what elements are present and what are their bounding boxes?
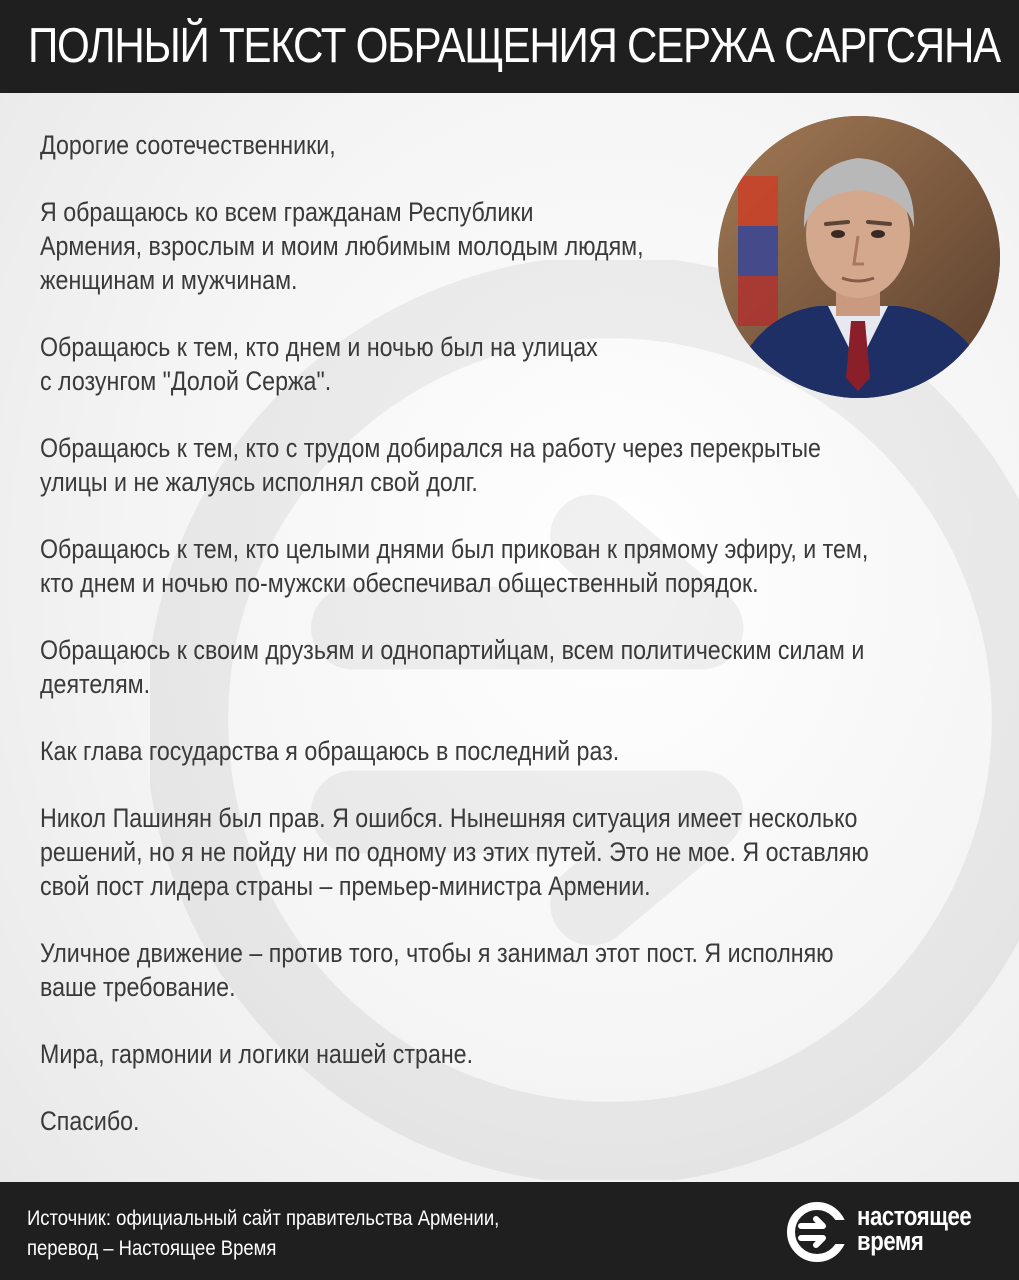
- text-line: Уличное движение – против того, чтобы я занимал этот пост. Я исполняю: [40, 938, 834, 968]
- text-line: Обращаюсь к тем, кто с трудом добирался на работу через перекрытые: [40, 433, 821, 463]
- text-line: улицы и не жалуясь исполнял свой долг.: [40, 467, 478, 497]
- paragraph: [40, 195, 840, 297]
- text-line: Я обращаюсь ко всем гражданам Республики: [40, 197, 534, 227]
- paragraph: [40, 734, 840, 768]
- paragraph: [40, 532, 869, 600]
- address-text: [40, 128, 970, 1171]
- brand-name-line: время: [857, 1226, 924, 1256]
- paragraph: [40, 1037, 840, 1071]
- text-line: Обращаюсь к тем, кто целыми днями был прикован к прямому эфиру, и тем,: [40, 534, 869, 564]
- text-line: ваше требование.: [40, 972, 236, 1002]
- text-line: деятелям.: [40, 669, 151, 699]
- text-line: Обращаюсь к тем, кто днем и ночью был на улицах: [40, 332, 598, 362]
- text-line: Никол Пашинян был прав. Я ошибся. Нынешняя ситуация имеет несколько: [40, 803, 858, 833]
- brand-name: [857, 1201, 972, 1256]
- text-line: Обращаюсь к своим друзьям и однопартийцам, всем политическим силам и: [40, 635, 865, 665]
- text-line: Армения, взрослым и моим любимым молодым людям,: [40, 231, 644, 261]
- text-line: Дорогие соотечественники,: [40, 130, 336, 160]
- text-line: женщинам и мужчинам.: [40, 265, 298, 295]
- source-line: Источник: официальный сайт правительства Армении,: [27, 1207, 500, 1230]
- text-line: Спасибо.: [40, 1106, 140, 1136]
- text-line: свой пост лидера страны – премьер-министра Армении.: [40, 871, 651, 901]
- brand-name-line: настоящее: [857, 1201, 972, 1231]
- paragraph: [40, 801, 869, 903]
- text-line: решений, но я не пойду ни по одному из этих путей. Это не мое. Я оставляю: [40, 837, 869, 867]
- text-line: с лозунгом "Долой Сержа".: [40, 366, 332, 396]
- text-line: Мира, гармонии и логики нашей стране.: [40, 1039, 474, 1069]
- footer-bar: [0, 1182, 1019, 1280]
- header-bar: [0, 0, 1019, 93]
- paragraph: [40, 128, 840, 162]
- paragraph: [40, 431, 840, 499]
- page-title: ПОЛНЫЙ ТЕКСТ ОБРАЩЕНИЯ СЕРЖА САРГСЯНА: [28, 19, 1000, 73]
- paragraph: [40, 633, 865, 701]
- source-line: перевод – Настоящее Время: [27, 1237, 277, 1260]
- paragraph: [40, 936, 840, 1004]
- text-line: Как глава государства я обращаюсь в последний раз.: [40, 736, 620, 766]
- brand-logo[interactable]: [785, 1200, 1005, 1262]
- brand-mark-icon: [785, 1200, 849, 1264]
- paragraph: [40, 330, 840, 398]
- paragraph: [40, 1104, 840, 1138]
- source-credit: [27, 1204, 499, 1264]
- text-line: кто днем и ночью по-мужски обеспечивал общественный порядок.: [40, 568, 759, 598]
